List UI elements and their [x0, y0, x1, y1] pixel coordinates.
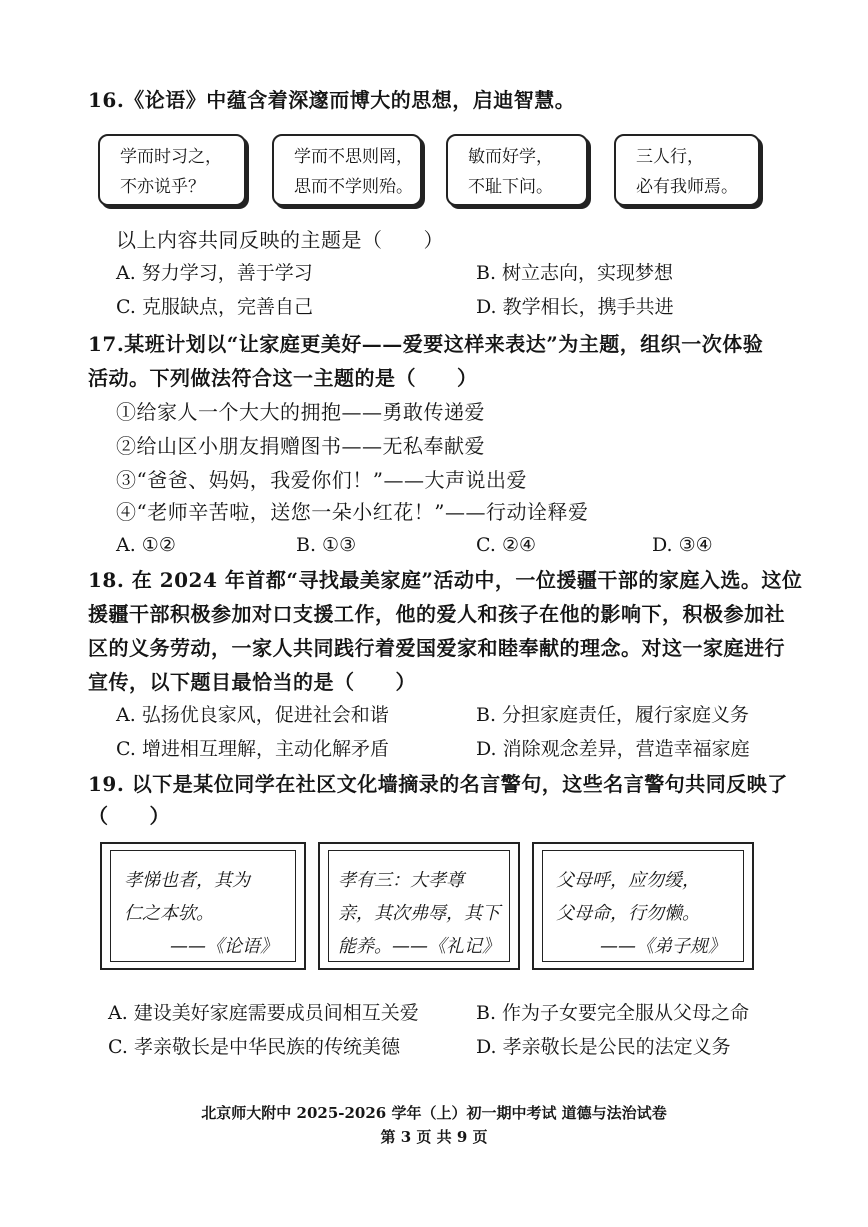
quote-source: ——《弟子规》 [600, 936, 726, 957]
q17-stem-line-1: 17.某班计划以“让家庭更美好——爱要这样来表达”为主题，组织一次体验 [88, 332, 764, 356]
q17-item-1: ①给家人一个大大的拥抱——勇敢传递爱 [116, 400, 485, 424]
quote-line: 仁之本欤。 [124, 903, 214, 924]
q17-option-d[interactable]: D. ③④ [652, 534, 713, 556]
quote-line: 不亦说乎？ [120, 177, 205, 197]
quote-line: 必有我师焉。 [636, 177, 738, 197]
q19-stem-line-1: 19. 以下是某位同学在社区文化墙摘录的名言警句，这些名言警句共同反映了 [88, 772, 788, 796]
q19-stem-line-2: （ ） [88, 804, 170, 828]
q16-quote-card-3 [446, 134, 588, 206]
quote-line: 三人行， [636, 147, 704, 167]
quote-source: 能养。——《礼记》 [338, 936, 500, 957]
quote-line: 学而时习之， [120, 147, 222, 167]
q16-option-b[interactable]: B. 树立志向，实现梦想 [476, 262, 674, 284]
q17-option-c[interactable]: C. ②④ [476, 534, 537, 556]
q17-item-2: ②给山区小朋友捐赠图书——无私奉献爱 [116, 434, 485, 458]
quote-line: 亲，其次弗辱，其下 [338, 903, 500, 924]
q19-option-c[interactable]: C. 孝亲敬长是中华民族的传统美德 [108, 1036, 400, 1058]
q18-stem-line-3: 区的义务劳动，一家人共同践行着爱国爱家和睦奉献的理念。对这一家庭进行 [88, 636, 785, 660]
q18-option-a[interactable]: A. 弘扬优良家风，促进社会和谐 [116, 704, 389, 726]
q19-option-b[interactable]: B. 作为子女要完全服从父母之命 [476, 1002, 750, 1024]
q18-stem-line-1: 18. 在 2024 年首都“寻找最美家庭”活动中，一位援疆干部的家庭入选。这位 [88, 568, 803, 592]
q16-option-c[interactable]: C. 克服缺点，完善自己 [116, 296, 313, 318]
quote-source: ——《论语》 [170, 936, 278, 957]
q18-option-c[interactable]: C. 增进相互理解，主动化解矛盾 [116, 738, 389, 760]
q19-option-d[interactable]: D. 孝亲敬长是公民的法定义务 [476, 1036, 731, 1058]
q16-option-d[interactable]: D. 教学相长，携手共进 [476, 296, 674, 318]
quote-line: 孝悌也者，其为 [124, 870, 250, 891]
q17-stem-line-2: 活动。下列做法符合这一主题的是（ ） [88, 366, 478, 390]
quote-line: 父母命，行勿懒。 [556, 903, 700, 924]
q16-quote-card-2 [272, 134, 422, 206]
q18-stem-line-2: 援疆干部积极参加对口支援工作，他的爱人和孩子在他的影响下，积极参加社 [88, 602, 785, 626]
q16-stem: 16.《论语》中蕴含着深邃而博大的思想，启迪智慧。 [88, 88, 576, 112]
q19-quote-frame-2 [318, 842, 520, 970]
q19-quote-frame-1 [100, 842, 306, 970]
q17-item-4: ④“老师辛苦啦，送您一朵小红花！”——行动诠释爱 [116, 500, 589, 524]
q17-item-3: ③“爸爸、妈妈，我爱你们！”——大声说出爱 [116, 468, 527, 492]
q18-option-b[interactable]: B. 分担家庭责任，履行家庭义务 [476, 704, 750, 726]
q18-option-d[interactable]: D. 消除观念差异，营造幸福家庭 [476, 738, 750, 760]
q19-quote-frame-3 [532, 842, 754, 970]
quote-line: 思而不学则殆。 [294, 177, 413, 197]
q16-option-a[interactable]: A. 努力学习，善于学习 [116, 262, 313, 284]
page-number: 第 3 页 共 9 页 [380, 1128, 488, 1146]
q16-ask: 以上内容共同反映的主题是（ ） [116, 228, 444, 252]
quote-line: 敏而好学， [468, 147, 553, 167]
quote-line: 孝有三：大孝尊 [338, 870, 464, 891]
q19-option-a[interactable]: A. 建设美好家庭需要成员间相互关爱 [108, 1002, 419, 1024]
q16-quote-card-4 [614, 134, 760, 206]
quote-line: 学而不思则罔， [294, 147, 413, 167]
q18-stem-line-4: 宣传，以下题目最恰当的是（ ） [88, 670, 416, 694]
footer-title: 北京师大附中 2025-2026 学年（上）初一期中考试 道德与法治试卷 [201, 1104, 667, 1122]
quote-line: 父母呼，应勿缓， [556, 870, 700, 891]
quote-line: 不耻下问。 [468, 177, 553, 197]
q16-quote-card-1 [98, 134, 246, 206]
q17-option-a[interactable]: A. ①② [116, 534, 176, 556]
q17-option-b[interactable]: B. ①③ [296, 534, 357, 556]
